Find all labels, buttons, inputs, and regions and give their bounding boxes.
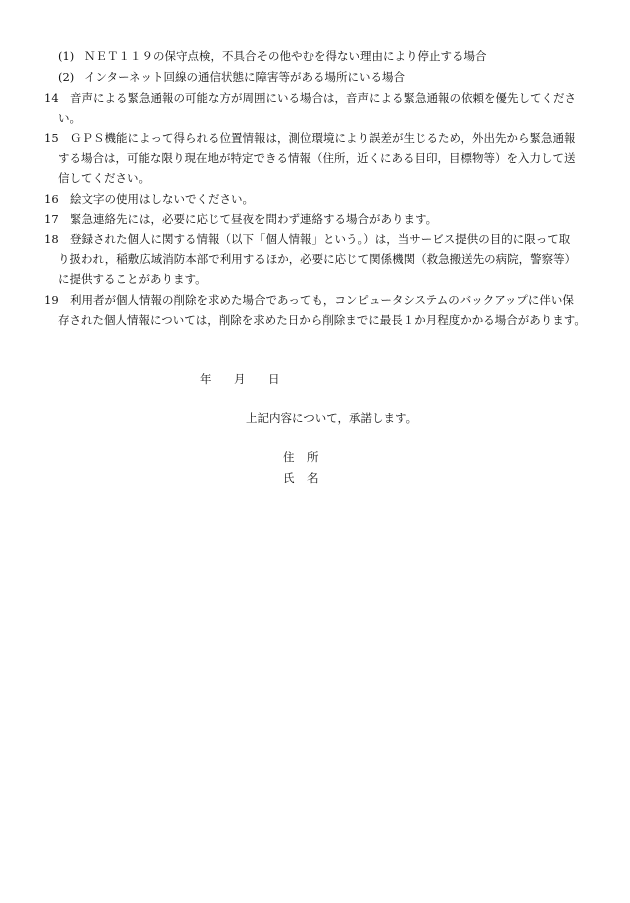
- clause-17: [44, 209, 592, 229]
- clause-line: ＧＰＳ機能によって得られる位置情報は，測位環境により誤差が生じるため，外出先から緊急通報: [70, 131, 576, 145]
- clause-19: [44, 290, 592, 330]
- sub-item-text: インターネット回線の通信状態に障害等がある場所にいる場合: [84, 70, 405, 84]
- clause-line: 存された個人情報については，削除を求めた日から削除までに最長１か月程度かかる場合があります。: [58, 313, 586, 327]
- clause-line: 信してください。: [58, 171, 150, 185]
- clause-number: 15: [44, 131, 59, 145]
- clause-number: 18: [44, 232, 59, 246]
- clause-18: [44, 229, 592, 289]
- date-day-label: 日: [268, 372, 280, 386]
- consent-statement: 上記内容について，承諾します。: [246, 411, 418, 425]
- sub-item-2: [58, 67, 598, 87]
- name-label: 氏 名: [283, 471, 319, 485]
- date-line: [200, 369, 280, 389]
- clause-15: [44, 128, 592, 188]
- clause-16: [44, 189, 592, 209]
- address-label: 住 所: [283, 450, 319, 464]
- date-month-label: 月: [234, 372, 246, 386]
- clause-14: [44, 88, 592, 128]
- sub-item-number: (2): [58, 70, 75, 84]
- sub-item-text: ＮＥＴ１１９の保守点検，不具合その他やむを得ない理由により停止する場合: [84, 49, 487, 63]
- sub-item-1: [58, 46, 598, 66]
- clause-number: 19: [44, 293, 59, 307]
- clause-line: い。: [58, 111, 81, 125]
- sub-item-number: (1): [58, 49, 75, 63]
- clause-line: 登録された個人に関する情報（以下「個人情報」という。）は，当サービス提供の目的に限って取: [70, 232, 571, 246]
- clause-number: 14: [44, 91, 59, 105]
- clause-line: 利用者が個人情報の削除を求めた場合であっても，コンピュータシステムのバックアップに伴い保: [70, 293, 574, 307]
- clause-line: する場合は，可能な限り現在地が特定できる情報（住所，近くにある目印，目標物等）を入力して送: [58, 151, 576, 165]
- clause-number: 16: [44, 192, 59, 206]
- clause-number: 17: [44, 212, 59, 226]
- date-year-label: 年: [200, 372, 212, 386]
- clause-line: 絵文字の使用はしないでください。: [70, 192, 254, 206]
- clause-line: 緊急連絡先には，必要に応じて昼夜を問わず連絡する場合があります。: [70, 212, 438, 226]
- clause-line: 音声による緊急通報の可能な方が周囲にいる場合は，音声による緊急通報の依頼を優先してくださ: [70, 91, 576, 105]
- clause-line: に提供することがあります。: [58, 272, 207, 286]
- clause-line: り扱われ，稲敷広域消防本部で利用するほか，必要に応じて関係機関（救急搬送先の病院，警察等）: [58, 252, 577, 266]
